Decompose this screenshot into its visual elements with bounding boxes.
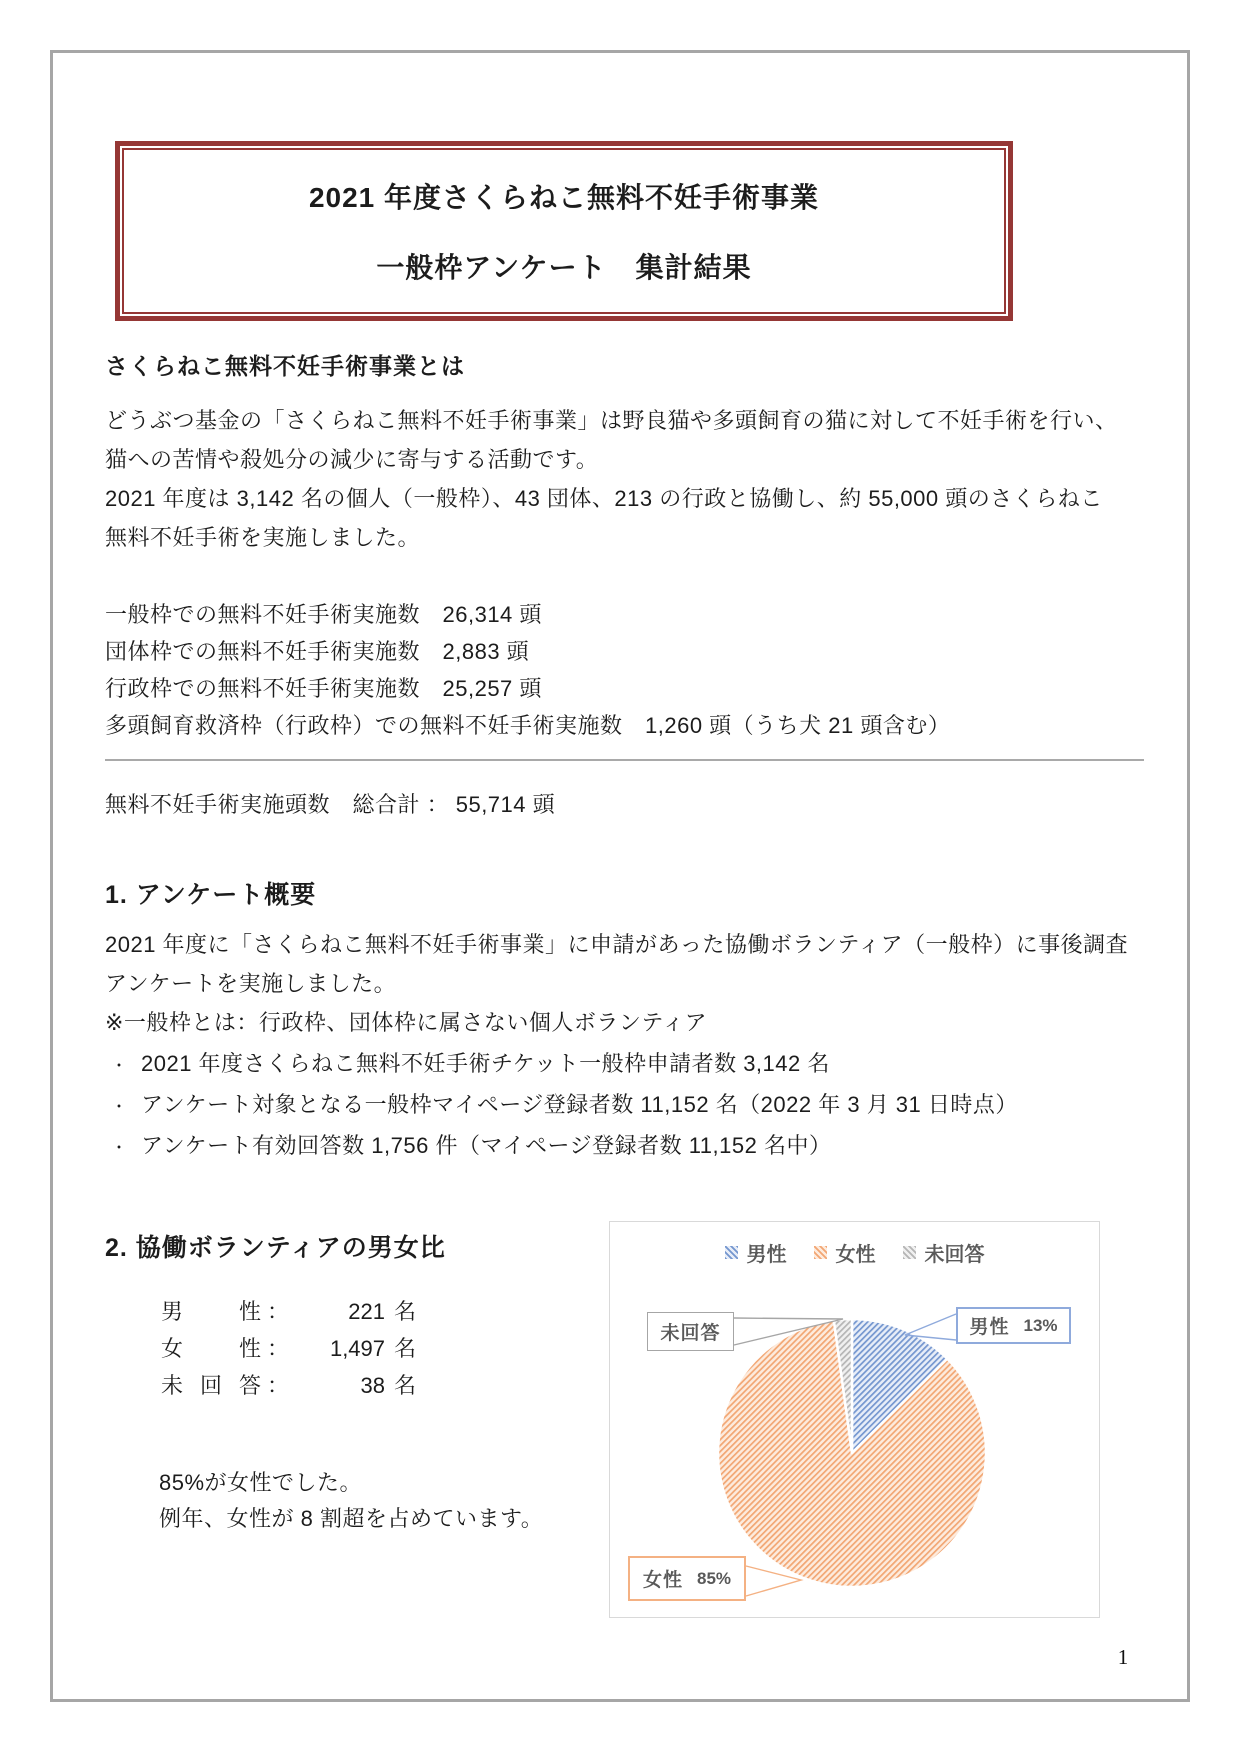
gender-colon: ： xyxy=(267,1299,290,1324)
document-title-line2: 一般枠アンケート 集計結果 xyxy=(376,252,752,283)
legend-swatch-unanswered-icon xyxy=(903,1246,916,1259)
legend-label: 男性 xyxy=(746,1244,787,1266)
gender-value: 221 xyxy=(348,1299,386,1324)
document-page xyxy=(50,50,1190,1702)
callout-unanswered xyxy=(647,1312,734,1351)
legend-item-female xyxy=(814,1238,876,1267)
gender-colon: ： xyxy=(267,1336,290,1361)
leader-line-male xyxy=(905,1314,956,1340)
legend-label: 女性 xyxy=(835,1244,876,1266)
text-line: 2021 年度に「さくらねこ無料不妊手術事業」に申請があった協働ボランティア（一般枠）に事後調査 xyxy=(105,932,1129,957)
title-box-inner xyxy=(122,148,1006,314)
text-line: 猫への苦情や殺処分の減少に寄与する活動です。 xyxy=(105,447,599,472)
gender-unit: 名 xyxy=(394,1373,417,1398)
gender-label: 女 性 xyxy=(161,1336,261,1361)
text-line: どうぶつ基金の「さくらねこ無料不妊手術事業」は野良猫や多頭飼育の猫に対して不妊手術を行い、 xyxy=(105,408,1118,433)
callout-percent: 85% xyxy=(696,1568,732,1588)
gender-row-female xyxy=(161,1330,416,1367)
pie-slices-group xyxy=(718,1319,986,1587)
bullet-marker: ・ xyxy=(111,1099,128,1116)
gender-unit: 名 xyxy=(394,1336,417,1361)
gender-value: 1,497 xyxy=(329,1336,386,1361)
note-line: 例年、女性が 8 割超を占めています。 xyxy=(159,1506,544,1531)
bullet-text: アンケート有効回答数 1,756 件（マイページ登録者数 11,152 名中） xyxy=(141,1133,832,1158)
stat-line-multi-cat: 多頭飼育救済枠（行政枠）での無料不妊手術実施数 1,260 頭（うち犬 21 頭含む） xyxy=(105,713,951,738)
gender-unit: 名 xyxy=(394,1299,417,1324)
bullet-item xyxy=(111,1045,1018,1086)
note-line: 85%が女性でした。 xyxy=(159,1470,363,1495)
gender-label: 未回答 xyxy=(161,1373,261,1398)
section2-notes xyxy=(159,1465,543,1537)
bullet-item xyxy=(111,1086,1018,1127)
page-number: 1 xyxy=(1117,1645,1129,1669)
stat-line-government: 行政枠での無料不妊手術実施数 25,257 頭 xyxy=(105,676,542,701)
callout-label: 女性 xyxy=(642,1570,683,1591)
legend-label: 未回答 xyxy=(924,1244,985,1266)
legend-swatch-female-icon xyxy=(814,1246,827,1259)
horizontal-divider xyxy=(105,759,1144,761)
bullet-item xyxy=(111,1127,1018,1168)
callout-female xyxy=(628,1556,746,1601)
stat-line-general: 一般枠での無料不妊手術実施数 26,314 頭 xyxy=(105,602,542,627)
gender-value: 38 xyxy=(360,1373,386,1398)
gender-colon: ： xyxy=(267,1373,290,1398)
legend-item-male xyxy=(725,1238,787,1267)
section1-paragraph xyxy=(105,925,1128,1042)
gender-row-male xyxy=(161,1293,416,1330)
text-line: 無料不妊手術を実施しました。 xyxy=(105,525,421,550)
chart-legend xyxy=(610,1238,1099,1267)
text-line: 2021 年度は 3,142 名の個人（一般枠）、43 団体、213 の行政と協働し、約 55,000 頭のさくらねこ xyxy=(105,486,1103,511)
document-title-line1: 2021 年度さくらねこ無料不妊手術事業 xyxy=(308,182,820,213)
intro-heading: さくらねこ無料不妊手術事業とは xyxy=(105,353,465,379)
text-line: アンケートを実施しました。 xyxy=(105,971,397,996)
section1-heading: 1. アンケート概要 xyxy=(105,881,317,909)
gender-label: 男 性 xyxy=(161,1299,261,1324)
bullet-text: 2021 年度さくらねこ無料不妊手術チケット一般枠申請者数 3,142 名 xyxy=(141,1051,830,1076)
callout-label: 男性 xyxy=(969,1317,1010,1338)
total-line: 無料不妊手術実施頭数 総合計 ： 55,714 頭 xyxy=(105,792,556,817)
gender-pie-chart xyxy=(609,1221,1100,1618)
callout-percent: 13% xyxy=(1023,1315,1058,1335)
legend-item-unanswered xyxy=(903,1238,985,1267)
section2-heading: 2. 協働ボランティアの男女比 xyxy=(105,1234,446,1262)
intro-paragraph xyxy=(105,401,1118,557)
title-box xyxy=(115,141,1013,321)
surgery-stats-list xyxy=(105,596,950,744)
stat-line-group: 団体枠での無料不妊手術実施数 2,883 頭 xyxy=(105,639,530,664)
gender-row-unanswered xyxy=(161,1367,416,1404)
text-line: ※一般枠とは：行政枠、団体枠に属さない個人ボランティア xyxy=(105,1010,708,1035)
gender-stats xyxy=(161,1293,416,1404)
legend-swatch-male-icon xyxy=(725,1246,738,1259)
bullet-text: アンケート対象となる一般枠マイページ登録者数 11,152 名（2022 年 3 月 31 日時点） xyxy=(141,1092,1018,1117)
bullet-marker: ・ xyxy=(111,1140,128,1157)
bullet-marker: ・ xyxy=(111,1058,128,1075)
section1-bullet-list xyxy=(111,1045,1018,1168)
callout-label: 未回答 xyxy=(660,1323,721,1344)
callout-male xyxy=(956,1307,1071,1344)
